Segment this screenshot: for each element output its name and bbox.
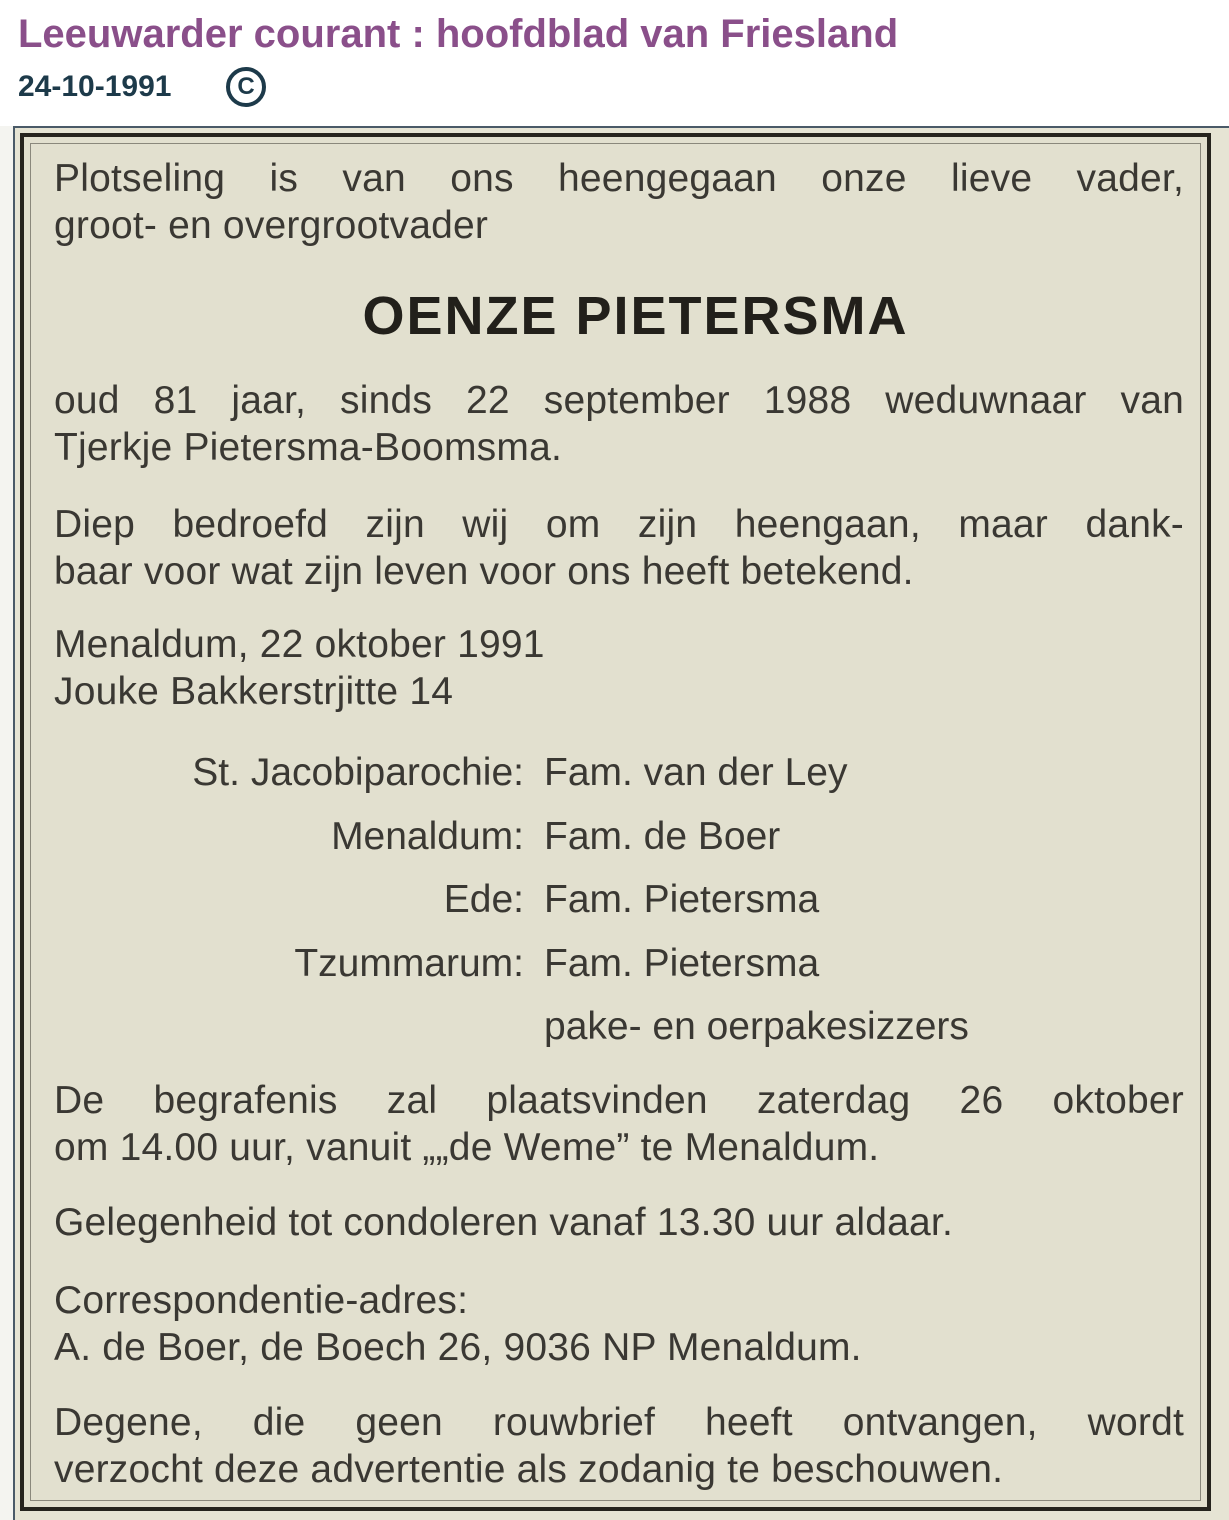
place-date: Menaldum, 22 oktober 1991 (54, 623, 545, 666)
family-row (54, 940, 1154, 1004)
intro-line-2: groot- en overgrootvader (54, 204, 489, 247)
intro-line-1: Plotseling is van ons heengegaan onze lieve vader, (54, 157, 1184, 200)
closing-paragraph (54, 1399, 1184, 1493)
closing-line-2: verzocht deze advertentie als zodanig te beschouwen. (54, 1448, 1004, 1491)
family-row (54, 749, 1154, 813)
family-name: Fam. Pietersma (544, 878, 820, 921)
copyright-icon[interactable]: C (226, 67, 266, 107)
scan-margin (0, 126, 13, 1520)
sorrow-line-2: baar voor wat zijn leven voor ons heeft betekend. (54, 550, 914, 593)
funeral-paragraph (54, 1077, 1184, 1171)
publication-date: 24-10-1991 (18, 70, 172, 103)
family-place: Tzummarum: (294, 941, 524, 985)
family-place: St. Jacobiparochie: (192, 751, 524, 794)
family-name: Fam. Pietersma (544, 941, 820, 985)
family-row (54, 876, 1154, 940)
funeral-line-1: De begrafenis zal plaatsvinden zaterdag 26 oktober (54, 1079, 1184, 1122)
condolence-paragraph (54, 1199, 1184, 1246)
age-line-2: Tjerkje Pietersma-Boomsma. (54, 426, 562, 469)
deceased-name: OENZE PIETERSMA (362, 286, 909, 346)
place-date-paragraph (54, 621, 1184, 715)
age-paragraph (54, 377, 1184, 471)
family-place: Menaldum: (331, 814, 524, 858)
newspaper-title[interactable]: Leeuwarder courant : hoofdblad van Friesland (18, 12, 899, 56)
obituary-notice (20, 133, 1211, 1511)
funeral-line-2: om 14.00 uur, vanuit „„de Weme” te Menaldum. (54, 1126, 880, 1169)
correspondence-paragraph (54, 1277, 1184, 1371)
family-list (54, 749, 1154, 1067)
closing-line-1: Degene, die geen rouwbrief heeft ontvangen, wordt (54, 1401, 1184, 1444)
home-address: Jouke Bakkerstrjitte 14 (54, 670, 454, 713)
correspondence-address: A. de Boer, de Boech 26, 9036 NP Menaldum. (54, 1326, 862, 1369)
correspondence-label: Correspondentie-adres: (54, 1279, 469, 1322)
family-name: Fam. de Boer (544, 814, 781, 858)
family-name: Fam. van der Ley (544, 751, 848, 794)
sorrow-line-1: Diep bedroefd zijn wij om zijn heengaan, maar dank- (54, 503, 1184, 546)
age-line-1: oud 81 jaar, sinds 22 september 1988 weduwnaar van (54, 379, 1184, 422)
sorrow-paragraph (54, 501, 1184, 595)
family-place: Ede: (443, 878, 524, 921)
family-name: pake- en oerpakesizzers (544, 1005, 969, 1048)
family-row (54, 1003, 1154, 1067)
family-row (54, 813, 1154, 877)
intro-paragraph (54, 155, 1184, 249)
condolence-line: Gelegenheid tot condoleren vanaf 13.30 uur aldaar. (54, 1201, 954, 1244)
